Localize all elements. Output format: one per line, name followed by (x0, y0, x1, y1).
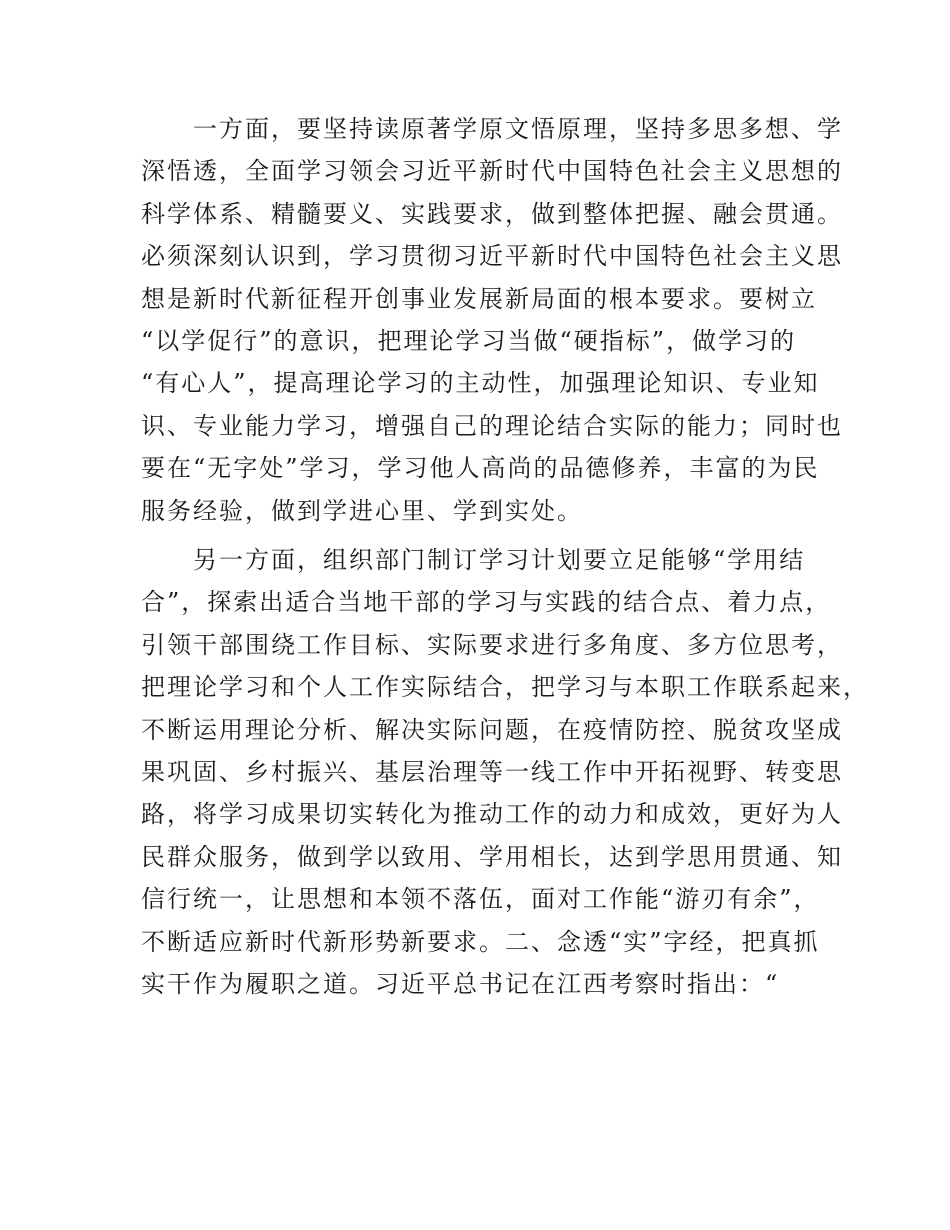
paragraph-line: 把理论学习和个人工作实际结合，把学习与本职工作联系起来， (141, 673, 869, 702)
paragraph-line: “有心人”，提高理论学习的主动性，加强理论知识、专业知 (141, 369, 820, 398)
paragraph-line: 一方面，要坚持读原著学原文悟原理，坚持多思多想、学 (141, 115, 843, 143)
paragraph-2 (141, 539, 869, 1005)
paragraph-line: 实干作为履职之道。习近平总书记在江西考察时指出：“ (141, 969, 780, 998)
paragraph-line: 信行统一，让思想和本领不落伍，面对工作能“游刃有余”， (141, 885, 820, 914)
paragraph-line: 服务经验，做到学进心里、学到实处。 (141, 496, 583, 525)
paragraph-line: 引领干部围绕工作目标、实际要求进行多角度、多方位思考， (141, 630, 843, 659)
paragraph-1 (141, 108, 843, 532)
paragraph-line: 民群众服务，做到学以致用、学用相长，达到学思用贯通、知 (141, 842, 843, 871)
paragraph-line: 必须深刻认识到，学习贯彻习近平新时代中国特色社会主义思 (141, 242, 843, 271)
paragraph-line: 路，将学习成果切实转化为推动工作的动力和成效，更好为人 (141, 800, 843, 829)
paragraph-line: 不断适应新时代新形势新要求。二、念透“实”字经，把真抓 (141, 927, 820, 956)
paragraph-line: “以学促行”的意识，把理论学习当做“硬指标”，做学习的 (141, 326, 797, 355)
paragraph-line: 深悟透，全面学习领会习近平新时代中国特色社会主义思想的 (141, 157, 843, 186)
paragraph-line: 识、专业能力学习，增强自己的理论结合实际的能力；同时也 (141, 411, 843, 440)
paragraph-line: 另一方面，组织部门制订学习计划要立足能够“学用结 (141, 546, 806, 574)
paragraph-line: 果巩固、乡村振兴、基层治理等一线工作中开拓视野、转变思 (141, 757, 843, 786)
paragraph-line: 合”，探索出适合当地干部的学习与实践的结合点、着力点， (141, 588, 832, 617)
paragraph-line: 科学体系、精髓要义、实践要求，做到整体把握、融会贯通。 (141, 199, 843, 228)
paragraph-line: 想是新时代新征程开创事业发展新局面的根本要求。要树立 (141, 284, 817, 313)
paragraph-line: 要在“无字处”学习，学习他人高尚的品德修养，丰富的为民 (141, 454, 820, 483)
paragraph-line: 不断运用理论分析、解决实际问题，在疫情防控、脱贫攻坚成 (141, 715, 843, 744)
